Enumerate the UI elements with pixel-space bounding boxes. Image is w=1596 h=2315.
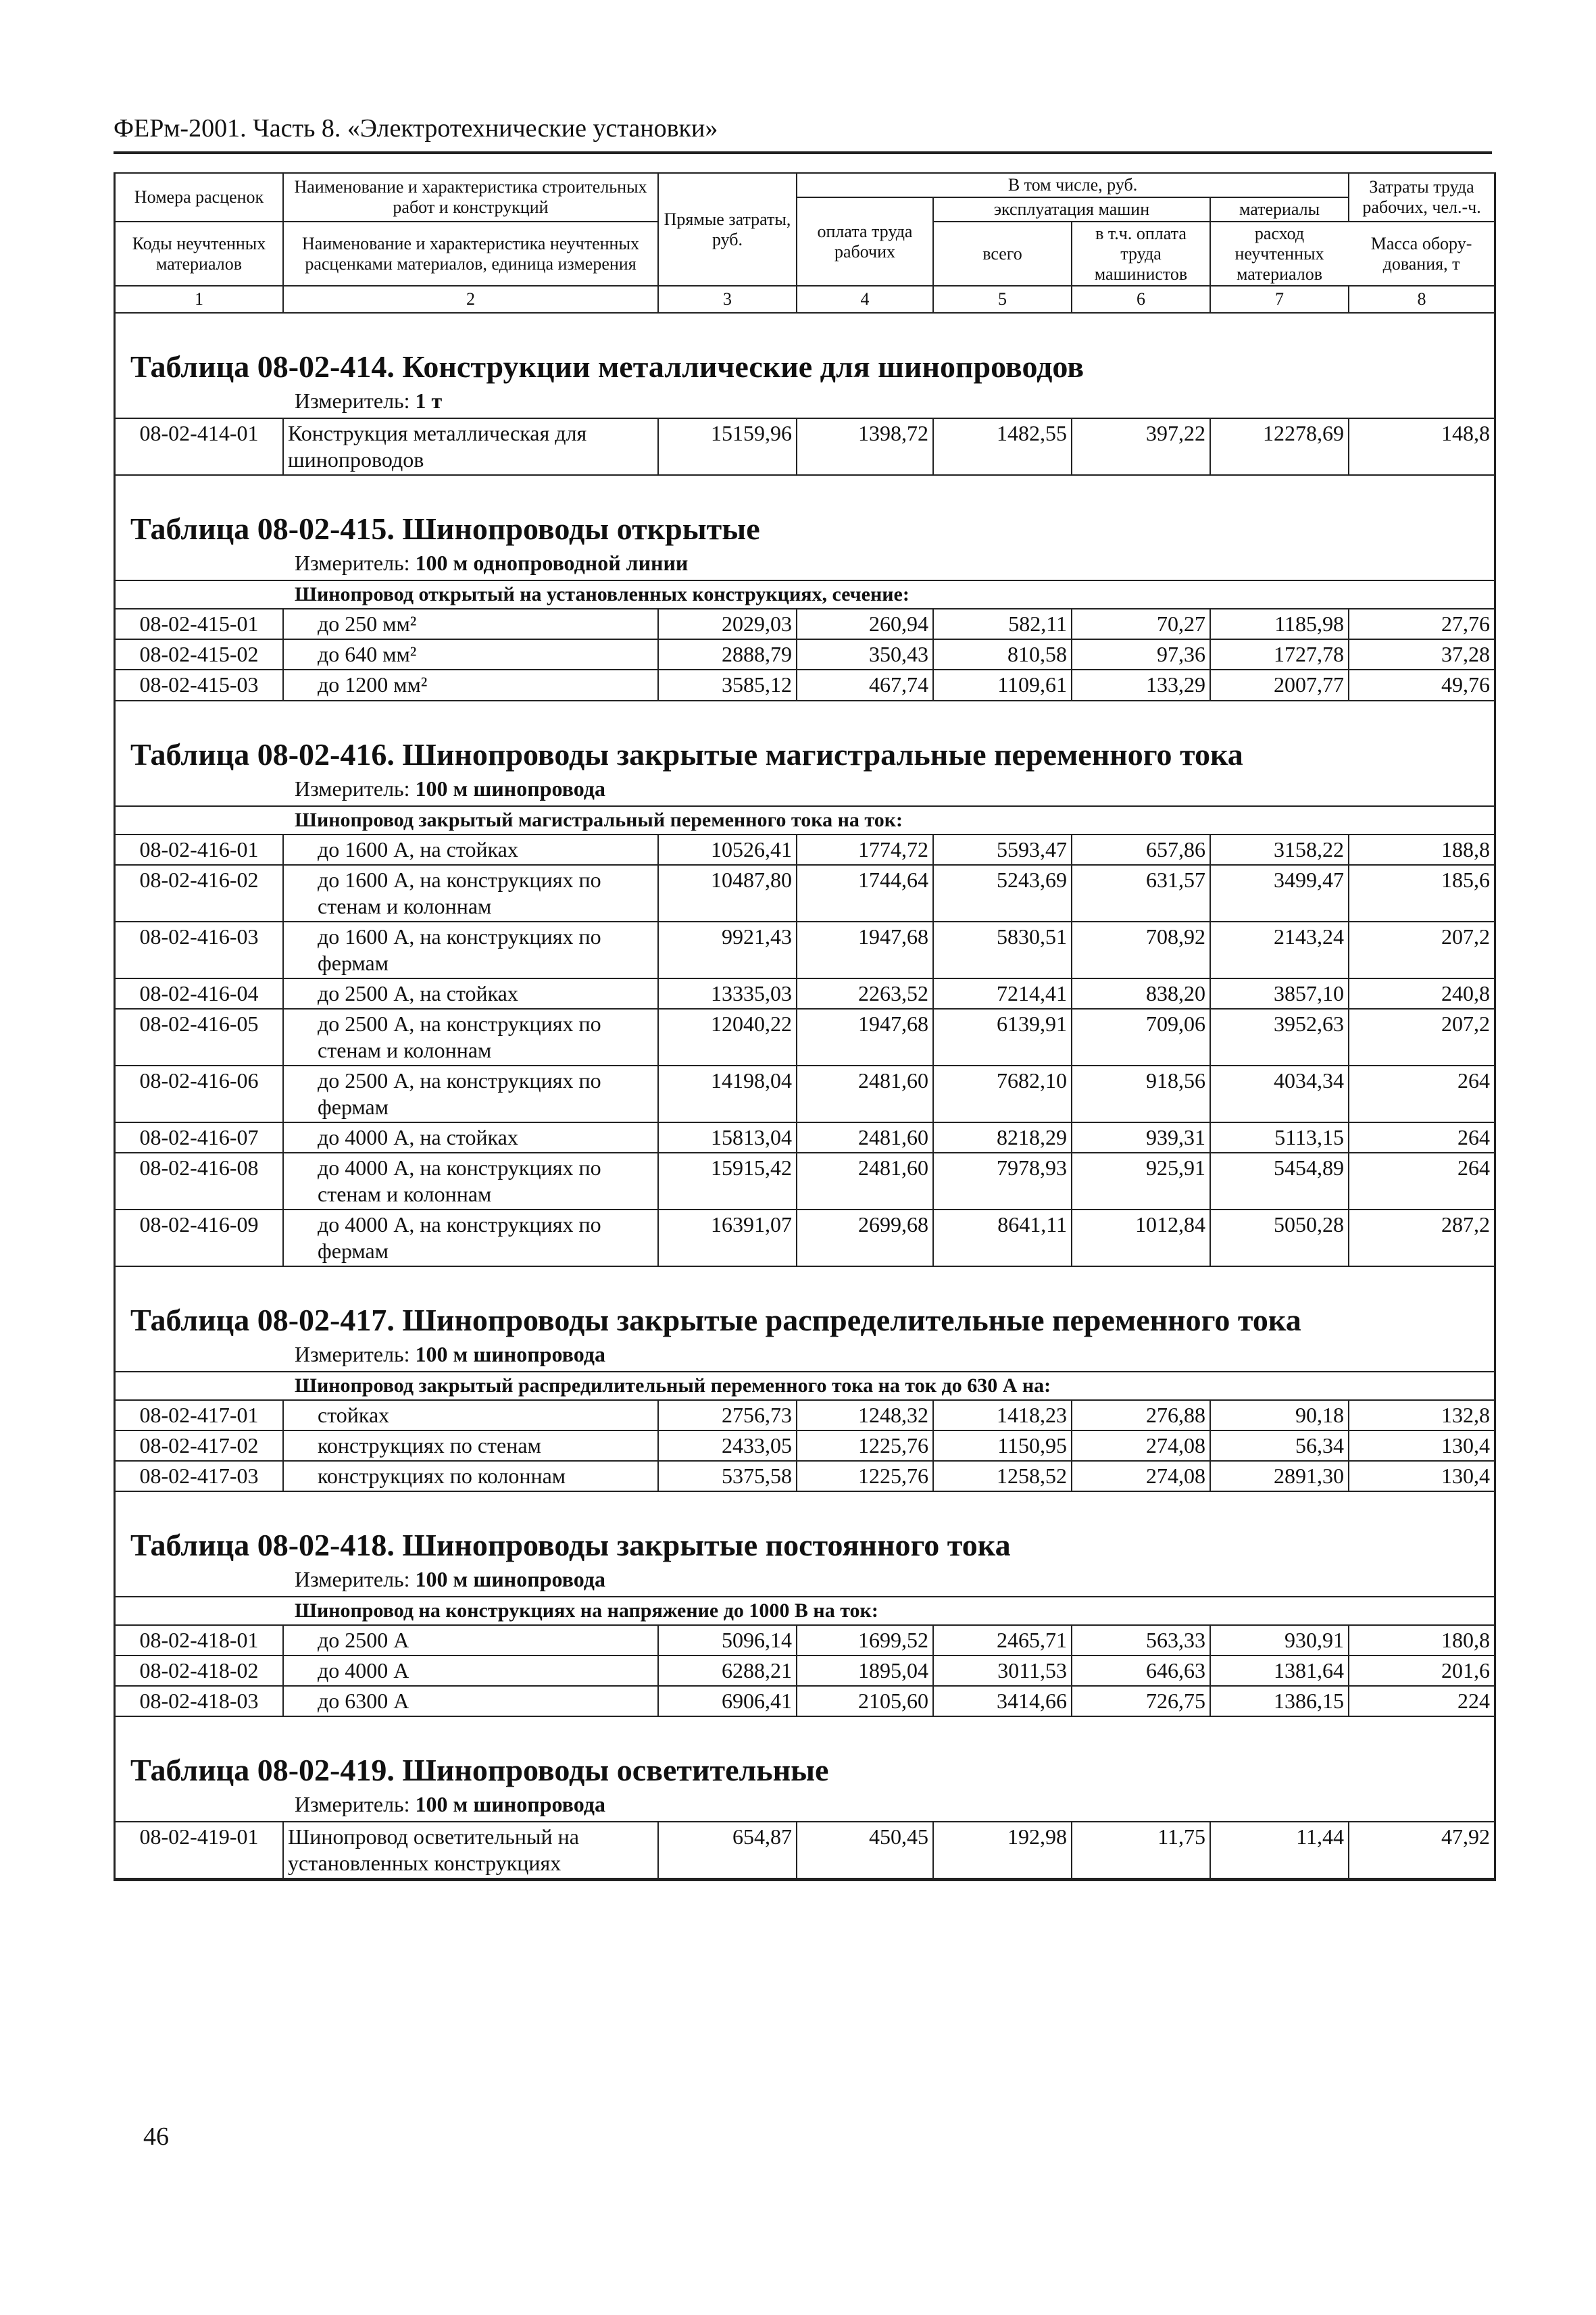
table-row — [116, 865, 1494, 922]
value-c3: 14198,04 — [658, 1066, 797, 1122]
value-c3: 2756,73 — [658, 1400, 797, 1430]
value-c8: 130,4 — [1349, 1461, 1494, 1491]
value-c3: 654,87 — [658, 1822, 797, 1878]
rates-table — [116, 834, 1494, 1267]
value-c8: 185,6 — [1349, 865, 1494, 922]
value-c7: 2891,30 — [1210, 1461, 1349, 1491]
value-c6: 563,33 — [1072, 1625, 1210, 1656]
value-c3: 15159,96 — [658, 418, 797, 475]
table-row — [116, 418, 1494, 475]
table-title: Таблица 08-02-419. Шинопроводы осветительные — [130, 1753, 829, 1788]
value-c4: 1398,72 — [797, 418, 933, 475]
rate-code: 08-02-416-01 — [116, 835, 283, 865]
rate-code: 08-02-416-08 — [116, 1153, 283, 1210]
value-c8: 240,8 — [1349, 978, 1494, 1009]
column-number: 5 — [933, 286, 1072, 313]
value-c3: 15915,42 — [658, 1153, 797, 1210]
header-c3: Прямые затраты, руб. — [658, 173, 797, 286]
page-header: ФЕРм-2001. Часть 8. «Электротехнические установки» — [114, 114, 1492, 154]
header-c7: расход неучтенных материалов — [1210, 222, 1349, 287]
rate-code: 08-02-415-02 — [116, 639, 283, 670]
value-c4: 1225,76 — [797, 1430, 933, 1461]
rate-code: 08-02-417-01 — [116, 1400, 283, 1430]
rate-code: 08-02-418-02 — [116, 1656, 283, 1686]
measure-line — [116, 1342, 1494, 1371]
value-c6: 657,86 — [1072, 835, 1210, 865]
value-c3: 16391,07 — [658, 1210, 797, 1266]
value-c8: 264 — [1349, 1153, 1494, 1210]
work-name: до 1600 А, на конструкциях по фермам — [283, 922, 658, 978]
value-c4: 2105,60 — [797, 1686, 933, 1716]
header-c2-bottom: Наименование и характеристика неучтенных расценками материалов, единица измерения — [283, 222, 658, 287]
value-c8: 130,4 — [1349, 1430, 1494, 1461]
measure-line — [116, 1792, 1494, 1821]
table-row — [116, 609, 1494, 639]
value-c8: 49,76 — [1349, 670, 1494, 700]
value-c8: 207,2 — [1349, 922, 1494, 978]
value-c5: 1418,23 — [933, 1400, 1072, 1430]
value-c7: 5113,15 — [1210, 1122, 1349, 1153]
rate-code: 08-02-416-04 — [116, 978, 283, 1009]
value-c4: 260,94 — [797, 609, 933, 639]
value-c6: 133,29 — [1072, 670, 1210, 700]
table-row — [116, 1822, 1494, 1878]
value-c5: 5593,47 — [933, 835, 1072, 865]
value-c3: 2433,05 — [658, 1430, 797, 1461]
value-c3: 10526,41 — [658, 835, 797, 865]
value-c4: 2481,60 — [797, 1066, 933, 1122]
rates-table — [116, 418, 1494, 476]
value-c8: 27,76 — [1349, 609, 1494, 639]
value-c5: 8218,29 — [933, 1122, 1072, 1153]
work-name: до 250 мм² — [283, 609, 658, 639]
value-c5: 192,98 — [933, 1822, 1072, 1878]
value-c8: 148,8 — [1349, 418, 1494, 475]
header-c8-top: Затраты труда рабочих, чел.-ч. — [1349, 173, 1494, 222]
column-number: 7 — [1210, 286, 1349, 313]
value-c8: 224 — [1349, 1686, 1494, 1716]
column-number: 1 — [116, 286, 283, 313]
value-c8: 207,2 — [1349, 1009, 1494, 1066]
value-c7: 1386,15 — [1210, 1686, 1349, 1716]
work-name: Конструкция металлическая для шинопроводов — [283, 418, 658, 475]
page-number: 46 — [143, 2122, 169, 2151]
table-section — [116, 314, 1494, 476]
value-c7: 11,44 — [1210, 1822, 1349, 1878]
table-section — [116, 701, 1494, 1267]
value-c5: 3011,53 — [933, 1656, 1072, 1686]
rate-code: 08-02-415-03 — [116, 670, 283, 700]
value-c7: 1185,98 — [1210, 609, 1349, 639]
work-name: до 2500 А — [283, 1625, 658, 1656]
header-machines: эксплуатация машин — [933, 197, 1210, 222]
column-number: 8 — [1349, 286, 1494, 313]
value-c5: 5830,51 — [933, 922, 1072, 978]
work-name: до 2500 А, на конструкциях по фермам — [283, 1066, 658, 1122]
value-c7: 1381,64 — [1210, 1656, 1349, 1686]
measure-label: Измеритель: — [295, 389, 416, 414]
table-subheader: Шинопровод на конструкциях на напряжение до 1000 В на ток: — [116, 1596, 1494, 1624]
value-c6: 708,92 — [1072, 922, 1210, 978]
value-c5: 810,58 — [933, 639, 1072, 670]
value-c4: 1947,68 — [797, 1009, 933, 1066]
rate-code: 08-02-414-01 — [116, 418, 283, 475]
table-row — [116, 1400, 1494, 1430]
value-c7: 56,34 — [1210, 1430, 1349, 1461]
table-row — [116, 835, 1494, 865]
table-row — [116, 670, 1494, 700]
value-c4: 1895,04 — [797, 1656, 933, 1686]
value-c7: 90,18 — [1210, 1400, 1349, 1430]
measure-label: Измеритель: — [295, 776, 416, 801]
value-c6: 276,88 — [1072, 1400, 1210, 1430]
value-c5: 582,11 — [933, 609, 1072, 639]
value-c7: 3952,63 — [1210, 1009, 1349, 1066]
value-c6: 274,08 — [1072, 1461, 1210, 1491]
value-c5: 6139,91 — [933, 1009, 1072, 1066]
header-c1-top: Номера расценок — [116, 173, 283, 222]
header-group: В том числе, руб. — [797, 173, 1349, 197]
work-name: до 4000 А, на конструкциях по фермам — [283, 1210, 658, 1266]
value-c6: 939,31 — [1072, 1122, 1210, 1153]
value-c6: 1012,84 — [1072, 1210, 1210, 1266]
table-title: Таблица 08-02-415. Шинопроводы открытые — [130, 512, 760, 547]
header-c1-bottom: Коды неучтенных материалов — [116, 222, 283, 287]
table-subheader: Шинопровод закрытый магистральный переменного тока на ток: — [116, 805, 1494, 834]
measure-line — [116, 389, 1494, 418]
value-c3: 15813,04 — [658, 1122, 797, 1153]
value-c8: 37,28 — [1349, 639, 1494, 670]
work-name: до 4000 А — [283, 1656, 658, 1686]
table-title: Таблица 08-02-418. Шинопроводы закрытые постоянного тока — [130, 1528, 1011, 1563]
measure-label: Измеритель: — [295, 1567, 416, 1592]
rate-code: 08-02-419-01 — [116, 1822, 283, 1878]
measure-label: Измеритель: — [295, 551, 416, 576]
measure-value: 100 м шинопровода — [415, 1792, 605, 1817]
value-c5: 1482,55 — [933, 418, 1072, 475]
rate-code: 08-02-416-03 — [116, 922, 283, 978]
value-c6: 838,20 — [1072, 978, 1210, 1009]
measure-value: 100 м шинопровода — [415, 776, 605, 801]
value-c6: 918,56 — [1072, 1066, 1210, 1122]
work-name: до 1200 мм² — [283, 670, 658, 700]
value-c4: 1225,76 — [797, 1461, 933, 1491]
value-c8: 201,6 — [1349, 1656, 1494, 1686]
rates-table — [116, 1624, 1494, 1717]
tables-container — [116, 314, 1494, 1879]
value-c7: 930,91 — [1210, 1625, 1349, 1656]
work-name: конструкциях по стенам — [283, 1430, 658, 1461]
rate-code: 08-02-416-02 — [116, 865, 283, 922]
value-c8: 47,92 — [1349, 1822, 1494, 1878]
value-c7: 3158,22 — [1210, 835, 1349, 865]
value-c6: 631,57 — [1072, 865, 1210, 922]
table-row — [116, 1430, 1494, 1461]
value-c4: 1248,32 — [797, 1400, 933, 1430]
rates-table — [116, 1399, 1494, 1492]
measure-line — [116, 1567, 1494, 1596]
column-number: 6 — [1072, 286, 1210, 313]
table-title: Таблица 08-02-416. Шинопроводы закрытые магистральные переменного тока — [130, 737, 1243, 772]
measure-label: Измеритель: — [295, 1792, 416, 1817]
table-row — [116, 1210, 1494, 1266]
value-c5: 7214,41 — [933, 978, 1072, 1009]
work-name: Шинопровод осветительный на установленных конструкциях — [283, 1822, 658, 1878]
table-section — [116, 1492, 1494, 1717]
value-c4: 2481,60 — [797, 1153, 933, 1210]
value-c3: 3585,12 — [658, 670, 797, 700]
work-name: до 2500 А, на конструкциях по стенам и колоннам — [283, 1009, 658, 1066]
table-row — [116, 1153, 1494, 1210]
value-c5: 2465,71 — [933, 1625, 1072, 1656]
value-c8: 287,2 — [1349, 1210, 1494, 1266]
header-materials: материалы — [1210, 197, 1349, 222]
value-c7: 3499,47 — [1210, 865, 1349, 922]
value-c4: 2699,68 — [797, 1210, 933, 1266]
value-c3: 5375,58 — [658, 1461, 797, 1491]
work-name: до 4000 А, на конструкциях по стенам и колоннам — [283, 1153, 658, 1210]
value-c7: 4034,34 — [1210, 1066, 1349, 1122]
table-row — [116, 1656, 1494, 1686]
work-name: до 1600 А, на стойках — [283, 835, 658, 865]
value-c4: 2481,60 — [797, 1122, 933, 1153]
value-c5: 5243,69 — [933, 865, 1072, 922]
work-name: конструкциях по колоннам — [283, 1461, 658, 1491]
value-c3: 10487,80 — [658, 865, 797, 922]
work-name: до 1600 А, на конструкциях по стенам и колоннам — [283, 865, 658, 922]
value-c7: 1727,78 — [1210, 639, 1349, 670]
value-c3: 13335,03 — [658, 978, 797, 1009]
value-c4: 467,74 — [797, 670, 933, 700]
table-row — [116, 1066, 1494, 1122]
measure-label: Измеритель: — [295, 1341, 416, 1366]
table-row — [116, 1122, 1494, 1153]
header-c2-top: Наименование и характеристика строительных работ и конструкций — [283, 173, 658, 222]
value-c6: 646,63 — [1072, 1656, 1210, 1686]
measure-value: 1 т — [415, 389, 443, 414]
work-name: стойках — [283, 1400, 658, 1430]
value-c6: 726,75 — [1072, 1686, 1210, 1716]
value-c3: 9921,43 — [658, 922, 797, 978]
rate-code: 08-02-416-05 — [116, 1009, 283, 1066]
column-number: 4 — [797, 286, 933, 313]
work-name: до 6300 А — [283, 1686, 658, 1716]
work-name: до 2500 А, на стойках — [283, 978, 658, 1009]
document-body — [114, 172, 1496, 1881]
value-c4: 350,43 — [797, 639, 933, 670]
value-c5: 7682,10 — [933, 1066, 1072, 1122]
value-c6: 709,06 — [1072, 1009, 1210, 1066]
table-row — [116, 639, 1494, 670]
rate-code: 08-02-415-01 — [116, 609, 283, 639]
table-title: Таблица 08-02-414. Конструкции металлические для шинопроводов — [130, 349, 1084, 384]
value-c4: 450,45 — [797, 1822, 933, 1878]
table-row — [116, 1461, 1494, 1491]
value-c7: 2007,77 — [1210, 670, 1349, 700]
value-c4: 1744,64 — [797, 865, 933, 922]
rate-code: 08-02-416-09 — [116, 1210, 283, 1266]
rates-table — [116, 608, 1494, 701]
value-c8: 188,8 — [1349, 835, 1494, 865]
value-c8: 264 — [1349, 1066, 1494, 1122]
work-name: до 4000 А, на стойках — [283, 1122, 658, 1153]
table-row — [116, 922, 1494, 978]
header-c6: в т.ч. оплата труда машинистов — [1072, 222, 1210, 287]
measure-value: 100 м шинопровода — [415, 1567, 605, 1592]
value-c7: 12278,69 — [1210, 418, 1349, 475]
value-c5: 7978,93 — [933, 1153, 1072, 1210]
value-c3: 12040,22 — [658, 1009, 797, 1066]
header-c4: оплата труда рабочих — [797, 197, 933, 287]
value-c6: 397,22 — [1072, 418, 1210, 475]
header-c5: всего — [933, 222, 1072, 287]
measure-value: 100 м однопроводной линии — [415, 551, 689, 576]
value-c5: 1109,61 — [933, 670, 1072, 700]
value-c4: 1947,68 — [797, 922, 933, 978]
value-c3: 6906,41 — [658, 1686, 797, 1716]
value-c7: 2143,24 — [1210, 922, 1349, 978]
table-row — [116, 1625, 1494, 1656]
value-c5: 1258,52 — [933, 1461, 1072, 1491]
table-section — [116, 1267, 1494, 1492]
value-c4: 2263,52 — [797, 978, 933, 1009]
value-c7: 5454,89 — [1210, 1153, 1349, 1210]
table-row — [116, 978, 1494, 1009]
table-subheader: Шинопровод закрытый распредилительный переменного тока на ток до 630 А на: — [116, 1371, 1494, 1399]
column-header-table — [116, 172, 1494, 314]
value-c6: 97,36 — [1072, 639, 1210, 670]
value-c8: 180,8 — [1349, 1625, 1494, 1656]
column-number: 2 — [283, 286, 658, 313]
value-c6: 70,27 — [1072, 609, 1210, 639]
value-c3: 5096,14 — [658, 1625, 797, 1656]
rate-code: 08-02-417-02 — [116, 1430, 283, 1461]
measure-line — [116, 776, 1494, 805]
value-c5: 8641,11 — [933, 1210, 1072, 1266]
measure-value: 100 м шинопровода — [415, 1341, 605, 1366]
value-c6: 925,91 — [1072, 1153, 1210, 1210]
value-c8: 264 — [1349, 1122, 1494, 1153]
table-section — [116, 476, 1494, 701]
value-c5: 3414,66 — [933, 1686, 1072, 1716]
bottom-rule — [116, 1879, 1494, 1881]
rate-code: 08-02-416-07 — [116, 1122, 283, 1153]
value-c5: 1150,95 — [933, 1430, 1072, 1461]
rate-code: 08-02-418-01 — [116, 1625, 283, 1656]
value-c3: 2029,03 — [658, 609, 797, 639]
work-name: до 640 мм² — [283, 639, 658, 670]
value-c8: 132,8 — [1349, 1400, 1494, 1430]
table-row — [116, 1686, 1494, 1716]
value-c4: 1699,52 — [797, 1625, 933, 1656]
table-title: Таблица 08-02-417. Шинопроводы закрытые распределительные переменного тока — [130, 1302, 1301, 1337]
table-section — [116, 1717, 1494, 1879]
rate-code: 08-02-417-03 — [116, 1461, 283, 1491]
rate-code: 08-02-418-03 — [116, 1686, 283, 1716]
value-c6: 11,75 — [1072, 1822, 1210, 1878]
rate-code: 08-02-416-06 — [116, 1066, 283, 1122]
value-c3: 2888,79 — [658, 639, 797, 670]
value-c7: 3857,10 — [1210, 978, 1349, 1009]
table-row — [116, 1009, 1494, 1066]
value-c6: 274,08 — [1072, 1430, 1210, 1461]
column-number: 3 — [658, 286, 797, 313]
value-c3: 6288,21 — [658, 1656, 797, 1686]
value-c4: 1774,72 — [797, 835, 933, 865]
header-c8-bottom: Масса обору-дования, т — [1349, 222, 1494, 287]
rates-table — [116, 1821, 1494, 1879]
table-subheader: Шинопровод открытый на установленных конструкциях, сечение: — [116, 580, 1494, 608]
value-c7: 5050,28 — [1210, 1210, 1349, 1266]
measure-line — [116, 551, 1494, 580]
